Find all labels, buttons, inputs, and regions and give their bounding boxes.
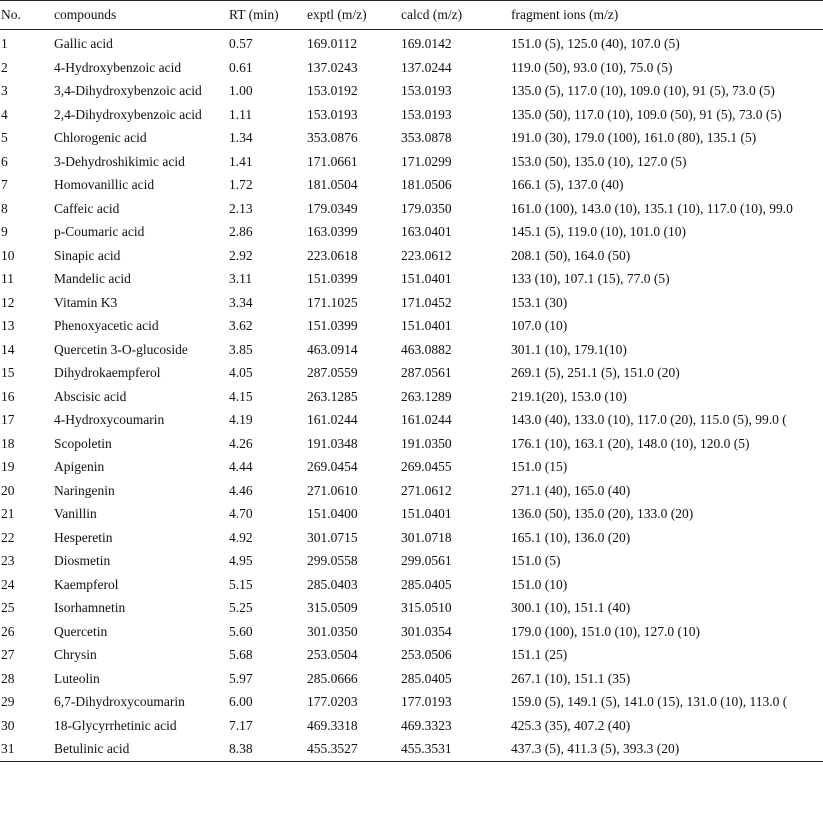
cell-no: 17 bbox=[1, 412, 15, 427]
cell-fragment-ions: 179.0 (100), 151.0 (10), 127.0 (10) bbox=[511, 623, 700, 639]
cell-calcd: 269.0455 bbox=[401, 459, 452, 474]
cell-no: 4 bbox=[1, 106, 8, 122]
cell-fragment-ions: 135.0 (5), 117.0 (10), 109.0 (10), 91 (5), 73.0 (5) bbox=[511, 83, 775, 98]
cell-no: 9 bbox=[1, 224, 8, 239]
cell-exptl: 169.0112 bbox=[307, 36, 358, 51]
cell-fragment-ions: 208.1 (50), 164.0 (50) bbox=[511, 247, 631, 263]
cell-fragment-ions: 153.1 (30) bbox=[511, 294, 568, 310]
cell-fragment-ions: 151.0 (5), 125.0 (40), 107.0 (5) bbox=[511, 36, 680, 51]
cell-no: 18 bbox=[1, 435, 15, 451]
cell-rt: 3.34 bbox=[229, 294, 253, 310]
cell-fragment-ions: 153.0 (50), 135.0 (10), 127.0 (5) bbox=[511, 153, 687, 169]
cell-calcd: 161.0244 bbox=[401, 412, 452, 427]
cell-calcd: 223.0612 bbox=[401, 247, 452, 263]
cell-fragment-ions: 151.0 (10) bbox=[511, 576, 568, 592]
table-row bbox=[0, 385, 823, 409]
cell-rt: 4.44 bbox=[229, 459, 253, 474]
cell-rt: 4.70 bbox=[229, 506, 253, 521]
header-rt: RT (min) bbox=[216, 1, 294, 30]
cell-calcd: 263.1289 bbox=[401, 388, 452, 404]
cell-rt: 1.11 bbox=[229, 106, 253, 122]
cell-exptl: 177.0203 bbox=[307, 694, 358, 709]
cell-fragment-ions: 301.1 (10), 179.1(10) bbox=[511, 341, 627, 357]
cell-calcd: 177.0193 bbox=[401, 694, 452, 709]
cell-fragment-ions: 219.1(20), 153.0 (10) bbox=[511, 388, 627, 404]
cell-no: 13 bbox=[1, 318, 15, 333]
cell-no: 15 bbox=[1, 365, 15, 380]
table-row bbox=[0, 643, 823, 667]
cell-fragment-ions: 161.0 (100), 143.0 (10), 135.1 (10), 117.0 (10), 99.0 bbox=[511, 200, 793, 216]
cell-compound: Betulinic acid bbox=[41, 737, 216, 761]
cell-calcd: 353.0878 bbox=[401, 130, 452, 145]
cell-compound: Mandelic acid bbox=[54, 271, 131, 286]
cell-exptl: 153.0192 bbox=[307, 83, 358, 98]
table-row bbox=[0, 479, 823, 503]
cell-no: 2 bbox=[1, 59, 8, 75]
table-row bbox=[0, 667, 823, 691]
cell-compound: 3,4-Dihydroxybenzoic acid bbox=[54, 83, 202, 98]
table-row bbox=[0, 526, 823, 550]
cell-no: 27 bbox=[1, 647, 15, 662]
cell-exptl: 151.0399 bbox=[307, 318, 358, 333]
table-row bbox=[0, 361, 823, 385]
cell-calcd: 179.0350 bbox=[401, 200, 452, 216]
cell-compound: Luteolin bbox=[54, 670, 100, 686]
cell-rt: 5.68 bbox=[229, 647, 253, 662]
cell-compound: Scopoletin bbox=[54, 435, 112, 451]
cell-fragment-ions: 165.1 (10), 136.0 (20) bbox=[511, 529, 631, 545]
cell-rt: 4.15 bbox=[229, 388, 253, 404]
cell-no: 8 bbox=[1, 200, 8, 216]
cell-compound: Apigenin bbox=[54, 459, 105, 474]
cell-no: 30 bbox=[1, 717, 15, 733]
cell-exptl: 353.0876 bbox=[307, 130, 358, 145]
cell-fragment-ions: 143.0 (40), 133.0 (10), 117.0 (20), 115.0 (5), 99.0 ( bbox=[511, 412, 787, 427]
cell-no: 20 bbox=[1, 482, 15, 498]
cell-calcd: 299.0561 bbox=[401, 553, 452, 568]
cell-no: 26 bbox=[1, 623, 15, 639]
table-row bbox=[0, 150, 823, 174]
cell-compound: 2,4-Dihydroxybenzoic acid bbox=[54, 106, 202, 122]
cell-no: 6 bbox=[1, 153, 8, 169]
cell-no: 11 bbox=[1, 271, 14, 286]
cell-compound: Naringenin bbox=[54, 482, 115, 498]
cell-rt: 1.72 bbox=[229, 177, 253, 192]
cell-no: 28 bbox=[1, 670, 15, 686]
table-row bbox=[0, 30, 823, 56]
cell-exptl: 315.0509 bbox=[307, 600, 358, 615]
cell-exptl: 151.0399 bbox=[307, 271, 358, 286]
cell-calcd: 153.0193 bbox=[401, 83, 452, 98]
table-row bbox=[0, 314, 823, 338]
table-row bbox=[0, 502, 823, 526]
table-row bbox=[0, 197, 823, 221]
cell-calcd: 169.0142 bbox=[401, 36, 452, 51]
table-body bbox=[0, 30, 823, 762]
table-row bbox=[0, 244, 823, 268]
table-row bbox=[0, 690, 823, 714]
cell-exptl: 223.0618 bbox=[307, 247, 358, 263]
cell-exptl: 287.0559 bbox=[307, 365, 358, 380]
table-row bbox=[0, 596, 823, 620]
header-row bbox=[0, 1, 823, 30]
cell-exptl: 463.0914 bbox=[307, 341, 358, 357]
cell-rt: 1.00 bbox=[229, 83, 253, 98]
table-header bbox=[0, 1, 823, 30]
cell-compound: Vitamin K3 bbox=[54, 294, 118, 310]
cell-rt: 5.60 bbox=[229, 623, 253, 639]
cell-fragment-ions: 437.3 (5), 411.3 (5), 393.3 (20) bbox=[498, 737, 823, 761]
cell-compound: Chlorogenic acid bbox=[54, 130, 147, 145]
cell-compound: 4-Hydroxycoumarin bbox=[54, 412, 165, 427]
cell-exptl: 299.0558 bbox=[307, 553, 358, 568]
cell-rt: 7.17 bbox=[229, 717, 253, 733]
cell-exptl: 151.0400 bbox=[307, 506, 358, 521]
cell-compound: Sinapic acid bbox=[54, 247, 121, 263]
cell-no: 24 bbox=[1, 576, 15, 592]
cell-no: 21 bbox=[1, 506, 15, 521]
cell-calcd: 151.0401 bbox=[401, 271, 452, 286]
cell-compound: Kaempferol bbox=[54, 576, 119, 592]
cell-no: 16 bbox=[1, 388, 15, 404]
cell-exptl: 269.0454 bbox=[307, 459, 358, 474]
cell-rt: 5.97 bbox=[229, 670, 253, 686]
cell-rt: 3.85 bbox=[229, 341, 253, 357]
cell-fragment-ions: 166.1 (5), 137.0 (40) bbox=[511, 177, 624, 192]
cell-calcd: 153.0193 bbox=[401, 106, 452, 122]
cell-exptl: 271.0610 bbox=[307, 482, 358, 498]
cell-calcd: 285.0405 bbox=[401, 576, 452, 592]
cell-fragment-ions: 151.1 (25) bbox=[511, 647, 568, 662]
cell-compound: Diosmetin bbox=[54, 553, 111, 568]
cell-exptl: 171.1025 bbox=[307, 294, 358, 310]
cell-calcd: 191.0350 bbox=[401, 435, 452, 451]
cell-calcd: 181.0506 bbox=[401, 177, 452, 192]
cell-rt: 5.25 bbox=[229, 600, 253, 615]
cell-calcd: 455.3531 bbox=[388, 737, 498, 761]
cell-rt: 4.92 bbox=[229, 529, 253, 545]
cell-exptl: 163.0399 bbox=[307, 224, 358, 239]
cell-compound: Quercetin 3-O-glucoside bbox=[54, 341, 188, 357]
cell-compound: 3-Dehydroshikimic acid bbox=[54, 153, 185, 169]
cell-no: 31 bbox=[0, 737, 41, 761]
table-row bbox=[0, 455, 823, 479]
cell-fragment-ions: 425.3 (35), 407.2 (40) bbox=[511, 717, 631, 733]
cell-exptl: 301.0715 bbox=[307, 529, 358, 545]
cell-exptl: 285.0403 bbox=[307, 576, 358, 592]
cell-calcd: 315.0510 bbox=[401, 600, 452, 615]
cell-fragment-ions: 191.0 (30), 179.0 (100), 161.0 (80), 135.1 (5) bbox=[511, 130, 757, 145]
table-row bbox=[0, 220, 823, 244]
cell-compound: Chrysin bbox=[54, 647, 97, 662]
cell-calcd: 151.0401 bbox=[401, 318, 452, 333]
cell-rt: 1.34 bbox=[229, 130, 253, 145]
cell-compound: Isorhamnetin bbox=[54, 600, 126, 615]
cell-calcd: 287.0561 bbox=[401, 365, 452, 380]
cell-fragment-ions: 145.1 (5), 119.0 (10), 101.0 (10) bbox=[511, 224, 686, 239]
cell-calcd: 253.0506 bbox=[401, 647, 452, 662]
cell-no: 12 bbox=[1, 294, 15, 310]
cell-no: 23 bbox=[1, 553, 15, 568]
header-no: No. bbox=[0, 1, 41, 30]
table-row bbox=[0, 79, 823, 103]
cell-no: 19 bbox=[1, 459, 15, 474]
cell-fragment-ions: 159.0 (5), 149.1 (5), 141.0 (15), 131.0 (10), 113.0 ( bbox=[511, 694, 788, 709]
cell-fragment-ions: 300.1 (10), 151.1 (40) bbox=[511, 600, 631, 615]
cell-compound: 18-Glycyrrhetinic acid bbox=[54, 717, 177, 733]
table-row bbox=[0, 714, 823, 738]
cell-rt: 3.11 bbox=[229, 271, 253, 286]
cell-exptl: 179.0349 bbox=[307, 200, 358, 216]
cell-fragment-ions: 133 (10), 107.1 (15), 77.0 (5) bbox=[511, 271, 670, 286]
cell-fragment-ions: 271.1 (40), 165.0 (40) bbox=[511, 482, 631, 498]
header-fragment-ions: fragment ions (m/z) bbox=[498, 1, 823, 30]
cell-no: 10 bbox=[1, 247, 15, 263]
cell-calcd: 463.0882 bbox=[401, 341, 452, 357]
table-row bbox=[0, 432, 823, 456]
cell-exptl: 161.0244 bbox=[307, 412, 358, 427]
table-row bbox=[0, 291, 823, 315]
cell-compound: Dihydrokaempferol bbox=[54, 365, 161, 380]
cell-calcd: 301.0354 bbox=[401, 623, 452, 639]
table-row bbox=[0, 338, 823, 362]
table-row bbox=[0, 103, 823, 127]
cell-no: 22 bbox=[1, 529, 15, 545]
cell-exptl: 191.0348 bbox=[307, 435, 358, 451]
cell-compound: Gallic acid bbox=[54, 36, 113, 51]
cell-rt: 5.15 bbox=[229, 576, 253, 592]
cell-exptl: 137.0243 bbox=[307, 59, 358, 75]
cell-rt: 1.41 bbox=[229, 153, 253, 169]
cell-compound: Homovanillic acid bbox=[54, 177, 155, 192]
cell-calcd: 469.3323 bbox=[401, 717, 452, 733]
cell-compound: Vanillin bbox=[54, 506, 97, 521]
cell-rt: 8.38 bbox=[216, 737, 294, 761]
cell-calcd: 271.0612 bbox=[401, 482, 452, 498]
cell-rt: 4.26 bbox=[229, 435, 253, 451]
cell-fragment-ions: 135.0 (50), 117.0 (10), 109.0 (50), 91 (5), 73.0 (5) bbox=[511, 106, 782, 122]
cell-exptl: 285.0666 bbox=[307, 670, 358, 686]
cell-rt: 0.57 bbox=[229, 36, 253, 51]
table-row bbox=[0, 126, 823, 150]
cell-calcd: 151.0401 bbox=[401, 506, 452, 521]
cell-rt: 3.62 bbox=[229, 318, 253, 333]
cell-compound: Quercetin bbox=[54, 623, 108, 639]
cell-exptl: 301.0350 bbox=[307, 623, 358, 639]
cell-no: 3 bbox=[1, 83, 8, 98]
cell-fragment-ions: 151.0 (5) bbox=[511, 553, 561, 568]
cell-calcd: 163.0401 bbox=[401, 224, 452, 239]
table-row bbox=[0, 56, 823, 80]
cell-rt: 0.61 bbox=[229, 59, 253, 75]
cell-calcd: 171.0299 bbox=[401, 153, 452, 169]
cell-rt: 4.05 bbox=[229, 365, 253, 380]
cell-no: 7 bbox=[1, 177, 8, 192]
table-row bbox=[0, 267, 823, 291]
cell-compound: Caffeic acid bbox=[54, 200, 120, 216]
cell-no: 1 bbox=[1, 36, 8, 51]
cell-rt: 2.13 bbox=[229, 200, 253, 216]
cell-fragment-ions: 176.1 (10), 163.1 (20), 148.0 (10), 120.0 (5) bbox=[511, 435, 750, 451]
header-calcd: calcd (m/z) bbox=[388, 1, 498, 30]
cell-compound: Hesperetin bbox=[54, 529, 113, 545]
cell-exptl: 181.0504 bbox=[307, 177, 358, 192]
cell-rt: 4.46 bbox=[229, 482, 253, 498]
cell-compound: Abscisic acid bbox=[54, 388, 127, 404]
cell-calcd: 137.0244 bbox=[401, 59, 452, 75]
header-compounds: compounds bbox=[41, 1, 216, 30]
cell-exptl: 153.0193 bbox=[307, 106, 358, 122]
cell-compound: 6,7-Dihydroxycoumarin bbox=[54, 694, 185, 709]
cell-fragment-ions: 267.1 (10), 151.1 (35) bbox=[511, 670, 631, 686]
cell-compound: p-Coumaric acid bbox=[54, 224, 145, 239]
cell-exptl: 263.1285 bbox=[307, 388, 358, 404]
cell-fragment-ions: 136.0 (50), 135.0 (20), 133.0 (20) bbox=[511, 506, 694, 521]
cell-compound: 4-Hydroxybenzoic acid bbox=[54, 59, 182, 75]
cell-compound: Phenoxyacetic acid bbox=[54, 318, 159, 333]
header-exptl: exptl (m/z) bbox=[294, 1, 388, 30]
cell-rt: 4.95 bbox=[229, 553, 253, 568]
cell-fragment-ions: 269.1 (5), 251.1 (5), 151.0 (20) bbox=[511, 365, 680, 380]
cell-fragment-ions: 107.0 (10) bbox=[511, 318, 568, 333]
cell-calcd: 301.0718 bbox=[401, 529, 452, 545]
table-row bbox=[0, 620, 823, 644]
cell-exptl: 171.0661 bbox=[307, 153, 358, 169]
cell-no: 5 bbox=[1, 130, 8, 145]
cell-fragment-ions: 119.0 (50), 93.0 (10), 75.0 (5) bbox=[511, 59, 673, 75]
cell-exptl: 469.3318 bbox=[307, 717, 358, 733]
cell-fragment-ions: 151.0 (15) bbox=[511, 459, 568, 474]
cell-rt: 6.00 bbox=[229, 694, 253, 709]
table-row bbox=[0, 573, 823, 597]
table-row bbox=[0, 173, 823, 197]
cell-no: 29 bbox=[1, 694, 15, 709]
cell-rt: 2.92 bbox=[229, 247, 253, 263]
cell-exptl: 455.3527 bbox=[294, 737, 388, 761]
table-row bbox=[0, 549, 823, 573]
table-row bbox=[0, 737, 823, 761]
cell-calcd: 285.0405 bbox=[401, 670, 452, 686]
cell-calcd: 171.0452 bbox=[401, 294, 452, 310]
cell-no: 14 bbox=[1, 341, 15, 357]
cell-rt: 2.86 bbox=[229, 224, 253, 239]
cell-no: 25 bbox=[1, 600, 15, 615]
cell-rt: 4.19 bbox=[229, 412, 253, 427]
cell-exptl: 253.0504 bbox=[307, 647, 358, 662]
table-row bbox=[0, 408, 823, 432]
